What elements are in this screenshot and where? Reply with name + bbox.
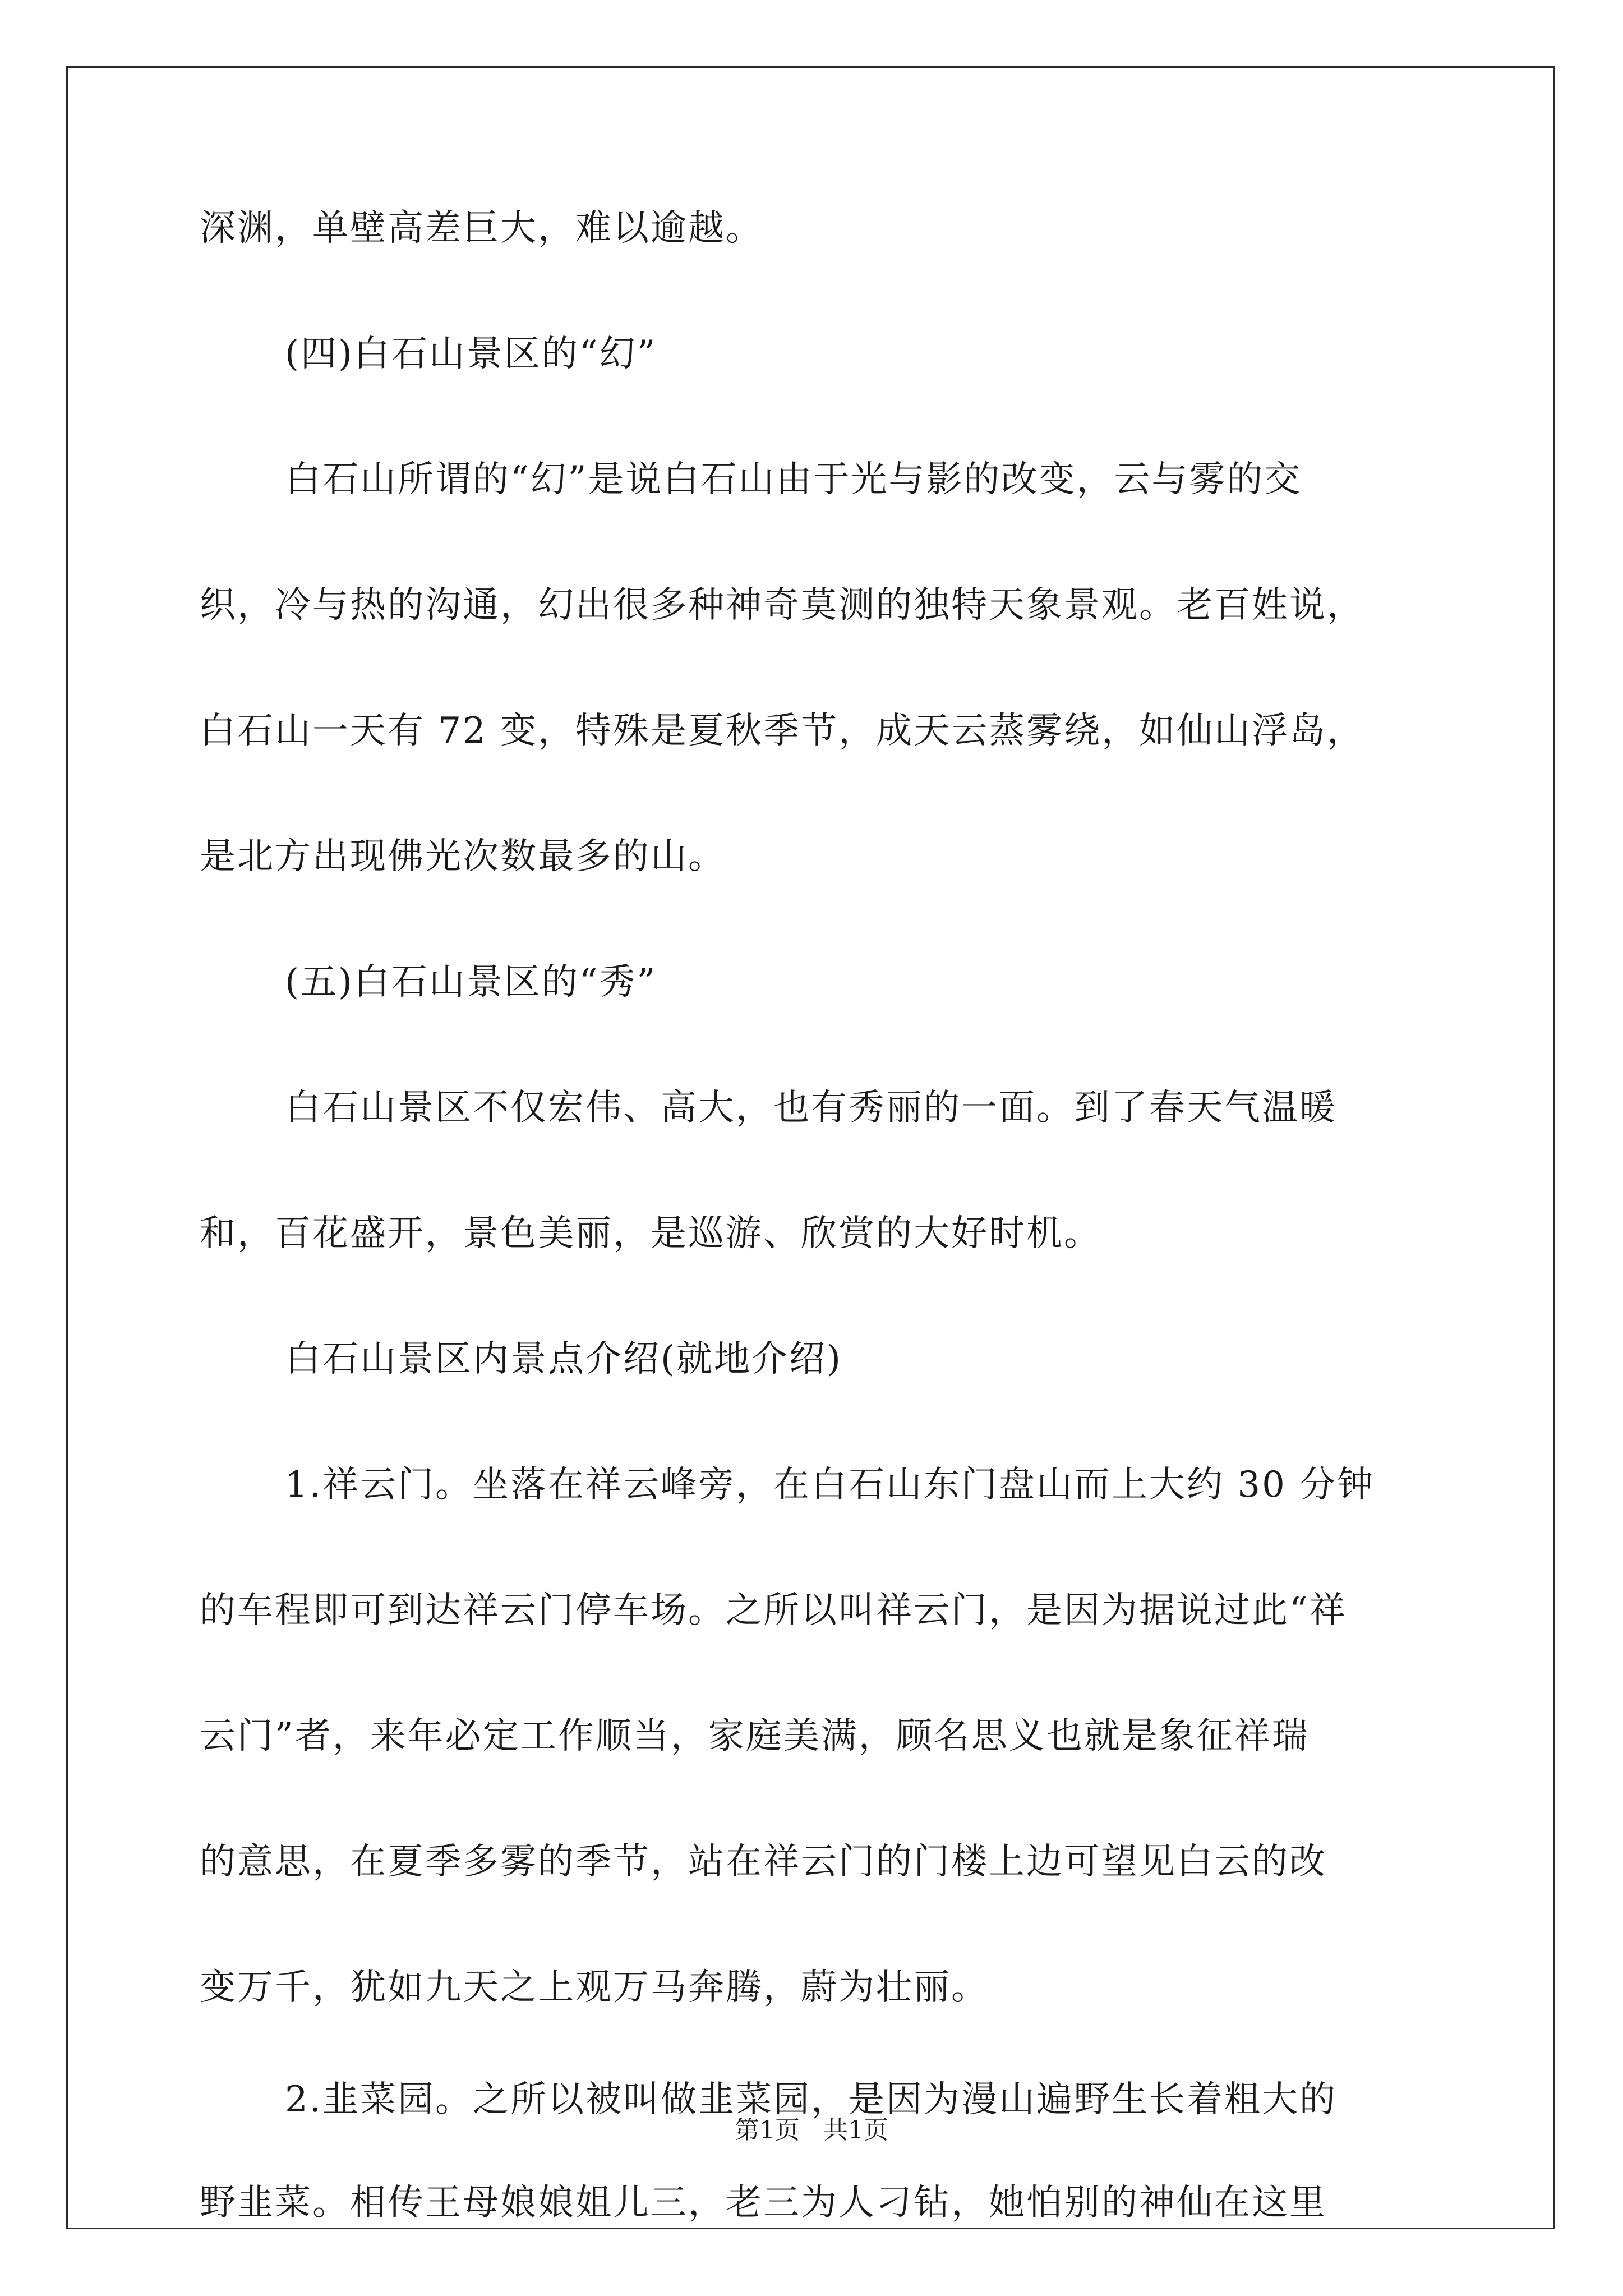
text-line-15: 变万千，犹如九天之上观万马奔腾，蔚为壮丽。	[200, 1967, 989, 2008]
section-heading-4: (四)白石山景区的“幻”	[285, 333, 657, 375]
text-line-13: 云门”者，来年必定工作顺当，家庭美满，顾名思义也就是象征祥瑞	[200, 1715, 1310, 1757]
section-heading-intro: 白石山景区内景点介绍(就地介绍)	[285, 1338, 842, 1380]
text-line-1: 深渊，单壁高差巨大，难以逾越。	[200, 208, 763, 249]
text-line-11: 1.祥云门。坐落在祥云峰旁，在白石山东门盘山而上大约 30 分钟	[285, 1464, 1375, 1506]
text-line-14: 的意思，在夏季多雾的季节，站在祥云门的门楼上边可望见白云的改	[200, 1841, 1327, 1883]
text-line-3: 白石山所谓的“幻”是说白石山由于光与影的改变，云与雾的交	[285, 459, 1302, 500]
text-line-8: 白石山景区不仅宏伟、高大，也有秀丽的一面。到了春天气温暖	[285, 1087, 1337, 1129]
text-line-4: 织，冷与热的沟通，幻出很多种神奇莫测的独特天象景观。老百姓说，	[200, 585, 1364, 626]
text-line-6: 是北方出现佛光次数最多的山。	[200, 836, 726, 877]
text-line-12: 的车程即可到达祥云门停车场。之所以叫祥云门，是因为据说过此“祥	[200, 1590, 1347, 1631]
page-footer: 第1页 共1页	[735, 2116, 888, 2145]
text-line-9: 和，百花盛开，景色美丽，是巡游、欣赏的大好时机。	[200, 1213, 1101, 1254]
page-border	[66, 66, 1555, 2229]
text-line-16: 2.韭菜园。之所以被叫做韭菜园，是因为漫山遍野生长着粗大的	[285, 2079, 1338, 2120]
text-line-17: 野韭菜。相传王母娘娘姐儿三，老三为人刁钻，她怕别的神仙在这里	[200, 2182, 1327, 2224]
section-heading-5: (五)白石山景区的“秀”	[285, 961, 657, 1003]
text-line-5: 白石山一天有 72 变，特殊是夏秋季节，成天云蒸雾绕，如仙山浮岛，	[200, 710, 1365, 752]
